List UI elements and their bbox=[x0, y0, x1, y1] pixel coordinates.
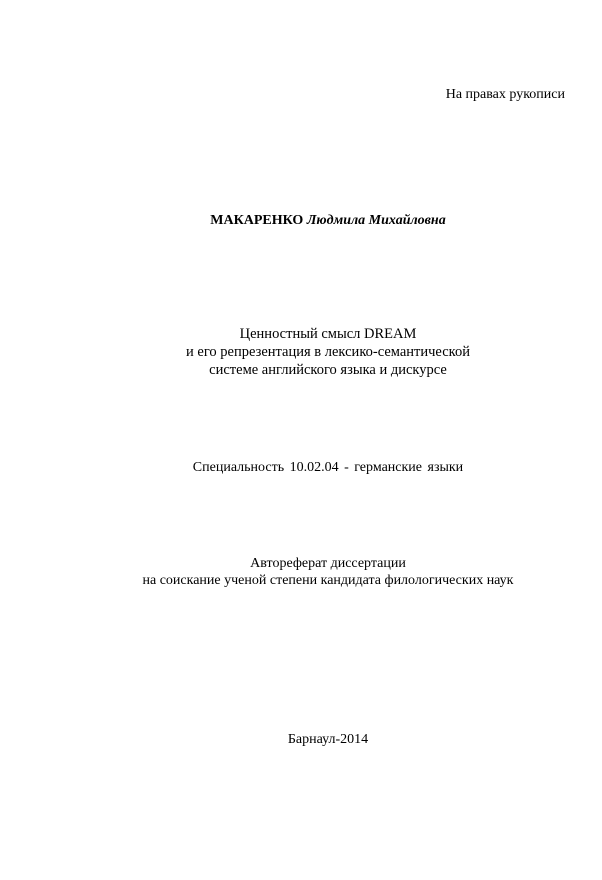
title-line-3: системе английского языка и дискурсе bbox=[209, 362, 447, 378]
abstract-line-2: на соискание ученой степени кандидата филологических наук bbox=[142, 573, 514, 588]
dissertation-title bbox=[0, 325, 602, 379]
manuscript-note: На правах рукописи bbox=[445, 87, 565, 102]
place-year: Барнаул-2014 bbox=[287, 732, 369, 747]
abstract-line-1: Автореферат диссертации bbox=[250, 556, 406, 571]
title-line-2: и его репрезентация в лексико-семантической bbox=[186, 344, 470, 360]
abstract-description bbox=[0, 555, 602, 589]
author-surname: МАКАРЕНКО bbox=[210, 213, 304, 228]
author-name bbox=[0, 212, 602, 229]
title-line-1: Ценностный смысл DREAM bbox=[239, 326, 417, 342]
specialty-line: Специальность 10.02.04 - германские языки bbox=[192, 460, 464, 475]
author-given-names: Людмила Михайловна bbox=[306, 213, 446, 228]
